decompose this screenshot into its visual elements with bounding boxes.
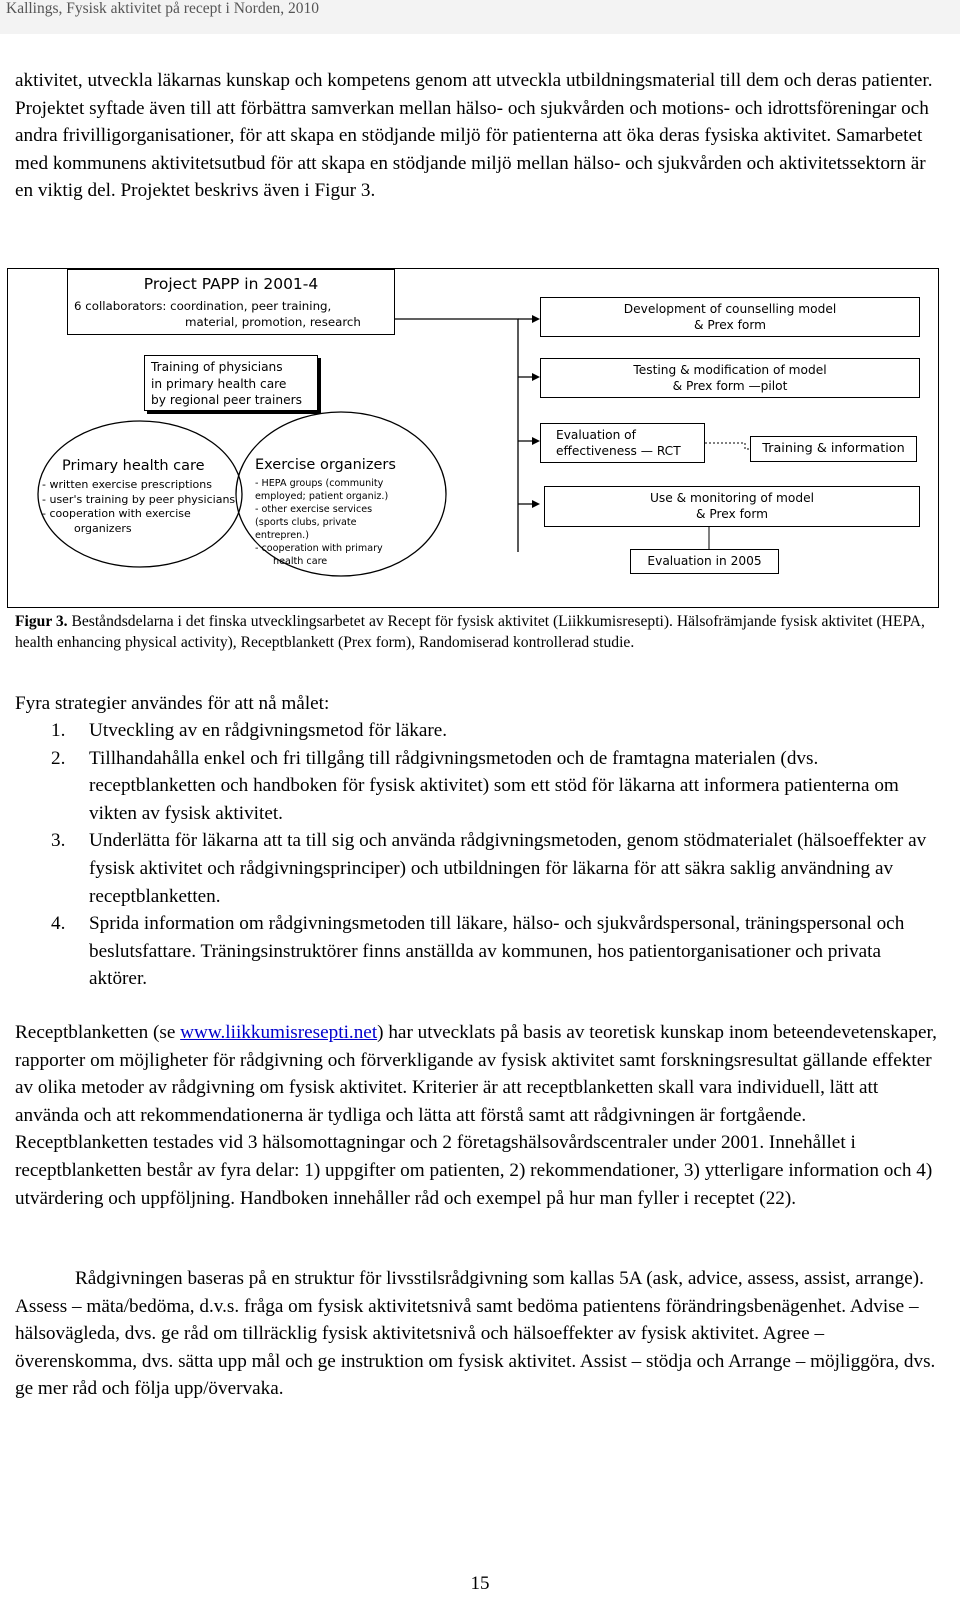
phc-item3: - cooperation with exercise (42, 507, 191, 520)
dotted-connector (705, 443, 750, 449)
figure-3-diagram (7, 268, 939, 608)
caption-text: Beståndsdelarna i det finska utvecklingsarbetet av Recept för fysisk aktivitet (Liikkumisresepti). Hälsofrämjande fysisk aktivitet (HEPA, health enhancing physical activity), Receptblankett (Prex form), Randomiserad kontrollerad studie. (15, 613, 925, 651)
training-info-label: Training & information (762, 441, 905, 456)
test-line2: & Prex form —pilot (672, 379, 788, 393)
liikkumisresepti-link[interactable]: www.liikkumisresepti.net (180, 1022, 378, 1043)
evaluation-effectiveness-box (540, 423, 705, 463)
phc-item2: - user's training by peer physicians (42, 492, 236, 506)
list-text: Sprida information om rådgivningsmetoden till läkare, hälso- och sjukvårdspersonal, träningspersonal och beslutsfattare. Träningsinstruktörer finns anställda av kommunen, hos patientorganisationer och privata aktörer. (89, 913, 905, 990)
arrow-head-use (532, 500, 540, 508)
list-text: Utveckling av en rådgivningsmetod för läkare. (89, 720, 448, 741)
list-item (15, 717, 940, 745)
ex-item3: - other exercise services (255, 504, 373, 515)
paragraph-intro: aktivitet, utveckla läkarnas kunskap och kompetens genom att utveckla utbildningsmaterial till dem och deras patienter. Projektet syftade även till att förbättra samverkan mellan hälso- och sjukvården och motions- och idrottsföreningar och andra frivilligorganisationer, för att skapa en stödjande miljö för patienterna att öka deras fysiska aktivitet. Samarbetet med kommunens aktivitetsutbud för att skapa en stödjande miljö mellan hälso- och sjukvården och aktivitetssektorn är en viktig del. Projektet beskrivs även i Figur 3. (15, 70, 933, 202)
arrow-head-evaluation (532, 437, 540, 445)
list-item (15, 745, 940, 828)
eval-line1: Evaluation of (556, 428, 636, 442)
dev-line1: Development of counselling model (623, 302, 837, 316)
dev-line2: & Prex form (693, 318, 767, 332)
training-line1: Training of physicians (151, 360, 283, 374)
phc-item4: organizers (74, 521, 132, 535)
eval-line2: effectiveness — RCT (556, 444, 681, 458)
ex-item5: entrepren.) (255, 530, 309, 541)
eval2005-label: Evaluation in 2005 (647, 554, 762, 568)
phc-title: Primary health care (62, 458, 205, 474)
p2-text-start: Receptblanketten (se (15, 1022, 181, 1043)
collaborators-line1: 6 collaborators: coordination, peer training, (74, 299, 332, 313)
test-line1: Testing & modification of model (633, 363, 827, 377)
ex-item6: - cooperation with primary (255, 543, 383, 554)
evaluation-2005-box (630, 549, 779, 574)
ex-title: Exercise organizers (255, 457, 396, 473)
project-title: Project PAPP in 2001-4 (143, 275, 319, 293)
arrow-head-testing (532, 373, 540, 381)
page-number: 15 (470, 1573, 490, 1594)
list-number: 4. (51, 913, 66, 935)
arrow-head-development (532, 315, 540, 323)
list-text: Tillhandahålla enkel och fri tillgång till rådgivningsmetoden och de framtagna materialen (dvs. receptblanketten och handboken för fysisk aktivitet) som ett stöd för läkarna att informera patienterna om vikten av fysisk aktivitet. (89, 747, 899, 824)
ex-item2: employed; patient organiz.) (255, 491, 389, 502)
list-number: 1. (51, 720, 66, 741)
primary-health-care-text (42, 454, 242, 536)
running-title: Kallings, Fysisk aktivitet på recept i Norden, 2010 (6, 0, 319, 17)
exercise-organizers-text (255, 453, 440, 568)
use-line1: Use & monitoring of model (650, 491, 814, 505)
paragraph-5a: Rådgivningen baseras på en struktur för livsstilsrådgivning som kallas 5A (ask, advice, assess, assist, arrange). Assess – mäta/bedöma, d.v.s. fråga om fysisk aktivitetsnivå samt bedöma patientens förändringsbenägenhet. Advise – hälsovägleda, dvs. ge råd om tillräcklig fysisk aktivitetsnivå och hälsoeffekter av fysisk aktivitet. Agree – överenskomma, dvs. sätta upp mål och ge instruktion om fysisk aktivitet. Assist – stödja och Arrange – möjliggöra, dvs. ge mer råd och följa upp/övervaka. (15, 1268, 936, 1400)
running-header (0, 0, 960, 34)
ex-item4: (sports clubs, private (255, 517, 357, 528)
strategies-list (15, 717, 940, 993)
ex-item7: health care (273, 556, 328, 567)
ex-item1: - HEPA groups (community (255, 478, 384, 489)
use-line2: & Prex form (695, 507, 769, 521)
list-number: 3. (51, 830, 66, 852)
caption-label: Figur 3. (15, 613, 68, 630)
phc-item1: - written exercise prescriptions (42, 478, 212, 491)
use-monitoring-box (544, 486, 920, 527)
figure-caption (15, 612, 940, 653)
collaborators-line2: material, promotion, research (185, 315, 361, 329)
testing-box (540, 358, 920, 398)
list-number: 2. (51, 747, 66, 769)
project-papp-box (67, 269, 395, 335)
training-physicians-box (144, 355, 318, 411)
training-line3: by regional peer trainers (151, 393, 302, 407)
p2-text-end: ) har utvecklats på basis av teoretisk kunskap inom beteendevetenskaper, rapporter om möjligheter för rådgivning och förverkligande av fysisk aktivitet samt forskningsresultat gällande effekter av olika metoder av rådgivning om fysisk aktivitet. Kriterier är att receptblanketten skall vara individuell, lätt att använda och att rekommendationerna är tydliga och lätta att förstå samt att rådgivningen är fortgående. Receptblanketten testades vid 3 hälsomottagningar och 2 företagshälsovårdscentraler under 2001. Innehållet i receptblanketten består av fyra delar: 1) uppgifter om patienten, 2) rekommendationer, 3) ytterligare information och 4) utvärdering och uppföljning. Handboken innehåller råd och exempel på hur man fyller i receptet (22). (15, 1022, 937, 1209)
list-text: Underlätta för läkarna att ta till sig och använda rådgivningsmetoden, genom stödmaterialet (hälsoeffekter av fysisk aktivitet och rådgivningsprinciper) och utbildningen för läkarna för att säkra saklig användning av receptblanketten. (89, 830, 927, 907)
development-box (540, 297, 920, 337)
paragraph-receptblanketten (15, 1019, 940, 1212)
list-item (15, 827, 940, 910)
list-item (15, 910, 940, 993)
strategies-intro: Fyra strategier användes för att nå målet: (15, 693, 330, 714)
training-information-box (750, 436, 917, 462)
training-line2: in primary health care (151, 376, 287, 391)
